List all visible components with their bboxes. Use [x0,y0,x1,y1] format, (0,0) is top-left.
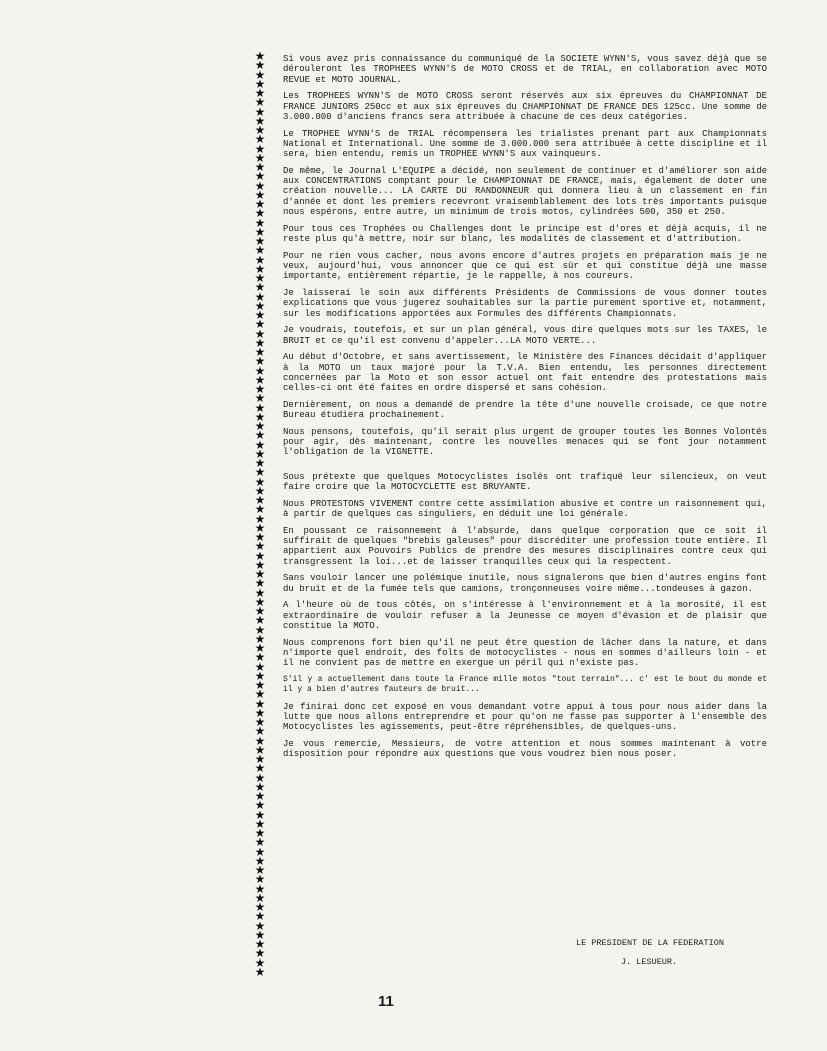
paragraph-15: Sans vouloir lancer une polémique inutile, nous signalerons que bien d'autres engins font du bruit et de la fumée tels que camions, tronçonneuses voire même...tondeuses à gazon. [283,573,767,594]
page-number: 11 [378,993,394,1010]
signature-block [576,937,776,968]
paragraph-6: Pour ne rien vous cacher, nous avons encore d'autres projets en préparation mais je ne veux, aujourd'hui, vous annoncer que ce qui est sûr et qui constitue déjà une masse importante, entièrement répartie, je le rappelle, à nos coureurs. [283,250,767,282]
paragraph-7: Je laisserai le soin aux différents Présidents de Commissions de vous donner toutes explications que vous jugerez souhaitables sur la partie purement sportive et, notamment, sur les modifications apportées aux Formules des différents Championnats. [283,287,767,319]
star-border-decoration: ★ ★ ★ ★ ★ ★ ★ ★ ★ ★ ★ ★ ★ ★ ★ ★ ★ ★ ★ ★ ★ ★ ★ ★ ★ ★ ★ ★ ★ ★ ★ ★ ★ ★ ★ ★ ★ ★ ★ ★ ★ ★ ★ ★ ★ ★ ★ ★ ★ ★ ★ ★ ★ ★ ★ ★ ★ ★ ★ ★ ★ ★ ★ ★ ★ ★ ★ ★ ★ ★ ★ ★ ★ ★ ★ ★ ★ ★ ★ ★ ★ ★ ★ ★ ★ ★ ★ ★ ★ ★ ★ ★ ★ ★ ★ ★ ★ ★ ★ ★ [254,49,266,979]
paragraph-14: En poussant ce raisonnement à l'absurde, dans quelque corporation que ce soit il suffirait de quelques "brebis galeuses" pour discréditer une profession toute entière. Il appartient aux Pouvoirs Publics de prendre des mesures disciplinaires contre ceux qui transgressent la loi...et de laisser tranquilles ceux qui la respectent. [283,525,767,567]
paragraph-17: Nous comprenons fort bien qu'il ne peut être question de lâcher dans la nature, et dans n'importe quel endroit, des folts de motocyclistes - nous en sommes d'ailleurs loin - et il ne convient pas de mettre en exergue un péril qui n'existe pas. [283,637,767,669]
paragraph-3: Le TROPHEE WYNN'S de TRIAL récompensera les trialistes prenant part aux Championnats National et International. Une somme de 3.000.000 sera attribuée à cette discipline et il sera, bien entendu, remis un TROPHEE WYNN'S aux vainqueurs. [283,128,767,160]
paragraph-11: Nous pensons, toutefois, qu'il serait plus urgent de grouper toutes les Bonnes Volontés pour agir, dès maintenant, contre les nouvelles menaces qui se font jour notamment l'obligation de la VIGNETTE. [283,426,767,458]
paragraph-4: De même, le Journal L'EQUIPE a décidé, non seulement de continuer et d'améliorer son aide aux CONCENTRATIONS comptant pour le CHAMPIONNAT DE FRANCE, mais, également de doter une création nouvelle... LA CARTE DU RANDONNEUR qui donnera lieu à un classement en fin d'année et dont les premiers recevront vraisemblablement des lots très importants puisque nous espérons, entre autre, un minimum de trois motos, cylindrées 500, 350 et 250. [283,165,767,218]
paragraph-8: Je voudrais, toutefois, et sur un plan général, vous dire quelques mots sur les TAXES, le BRUIT et ce qu'il est convenu d'appeler...LA MOTO VERTE... [283,325,767,346]
paragraph-1: Si vous avez pris connaissance du communiqué de la SOCIETE WYNN'S, vous savez déjà que se dérouleront les TROPHEES WYNN'S de MOTO CROSS et de TRIAL, en collaboration avec MOTO REVUE et MOTO JOURNAL. [283,54,767,85]
paragraph-5: Pour tous ces Trophées ou Challenges dont le principe est d'ores et déjà acquis, il ne reste plus qu'à mettre, noir sur blanc, les modalités de classement et d'attribution. [283,223,767,245]
paragraph-20: Je vous remercie, Messieurs, de votre attention et nous sommes maintenant à votre disposition pour répondre aux questions que vous voudrez bien nous poser. [283,739,767,760]
signature-name: J. LESUEUR. [621,957,678,967]
paragraph-19: Je finirai donc cet exposé en vous demandant votre appui à tous pour nous aider dans la lutte que nous allons entreprendre et pour qu'on ne fasse pas supporter à l'ensemble des Motocyclistes les agissements, peut-être répréhensibles, de quelques-uns. [283,701,767,733]
letter-body [283,54,767,766]
paragraph-9: Au début d'Octobre, et sans avertissement, le Ministère des Finances décidait d'appliquer à la MOTO un taux majoré pour la T.V.A. Bien entendu, les personnes directement concernées par la Moto et son essor actuel ont fait entendre des protestations mais celles-ci ont été faites en ordre dispersé et sans cohésion. [283,352,767,394]
signature-title: LE PRESIDENT DE LA FEDERATION [576,938,724,948]
paragraph-12: Sous prétexte que quelques Motocyclistes isolés ont trafiqué leur silencieux, on veut faire croire que la MOTOCYCLETTE est BRUYANTE. [283,471,767,492]
paragraph-18: S'il y a actuellement dans toute la France mille motos "tout terrain"... c' est le bout du monde et il y a bien d'autres fauteurs de bruit... [283,674,767,695]
paragraph-2: Les TROPHEES WYNN'S de MOTO CROSS seront réservés aux six épreuves du CHAMPIONNAT DE FRANCE JUNIORS 250cc et aux six épreuves du CHAMPIONNAT DE FRANCE DES 125cc. Une somme de 3.000.000 d'anciens francs sera attribuée à chacune de ces deux catégories. [283,91,767,122]
paragraph-10: Dernièrement, on nous a demandé de prendre la tête d'une nouvelle croisade, ce que notre Bureau étudiera prochainement. [283,399,767,421]
paragraph-13: Nous PROTESTONS VIVEMENT contre cette assimilation abusive et contre un raisonnement qui, à partir de quelques cas singuliers, en déduit une loi générale. [283,498,767,519]
paragraph-16: A l'heure où de tous côtés, on s'intéresse à l'environnement et à la morosité, il est extraordinaire de vouloir refuser à la Jeunesse ce moyen d'évasion et de plaisir que constitue la MOTO. [283,600,767,631]
